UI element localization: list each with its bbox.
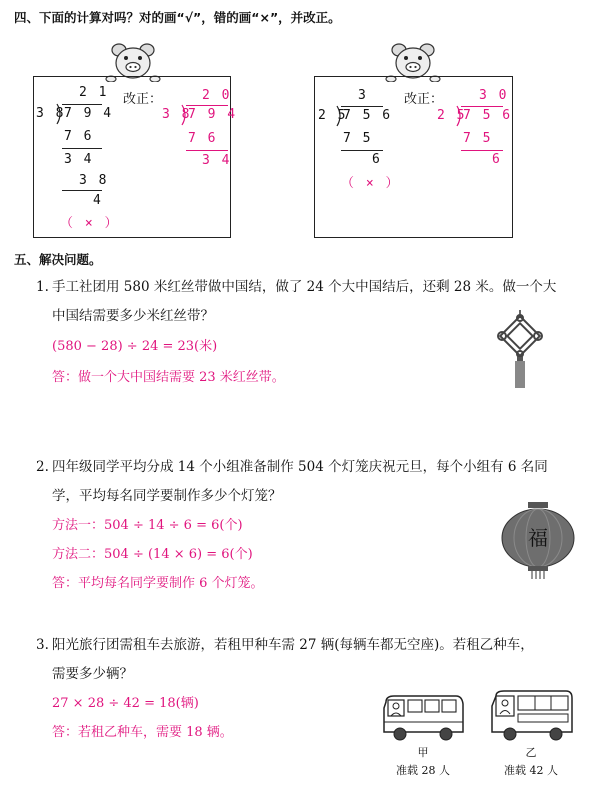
problem-3-answer-1: 27 × 28 ÷ 42 = 18(辆) <box>52 696 199 711</box>
right-correct-remainder: 6 <box>492 152 502 167</box>
bus-b-name: 乙 <box>525 746 537 759</box>
bus-b-capacity: 准载 42 人 <box>504 764 558 777</box>
problem-3-line-1: 阳光旅行团需租车去旅游，若租甲种车需 27 辆(每辆车都无空座)。若租乙种车， <box>52 637 534 653</box>
right-product-1: 7 5 <box>343 131 373 146</box>
left-quotient: 2 1 <box>79 85 109 100</box>
problem-1-line-2: 中国结需要多少米红丝带？ <box>52 308 214 324</box>
right-correction-label: 改正： <box>404 92 444 107</box>
right-divisor: 2 5 <box>318 108 348 123</box>
problem-1-line-1: 手工社团用 580 米红丝带做中国结，做了 24 个大中国结后，还剩 28 米。做一个大 <box>52 279 557 295</box>
problem-3-answer-2: 答：若租乙种车，需要 18 辆。 <box>52 725 233 740</box>
problem-1-answer-2: 答：做一个大中国结需要 23 米红丝带。 <box>52 370 285 385</box>
left-correct-product: 7 6 <box>188 131 218 146</box>
problem-2-answer-3: 答：平均每名同学要制作 6 个灯笼。 <box>52 576 264 591</box>
right-quotient: 3 <box>358 88 368 103</box>
problem-2-number: 2. <box>36 459 49 475</box>
subtract-line <box>186 150 228 151</box>
left-correct-quotient: 2 0 <box>202 88 232 103</box>
lantern-icon <box>498 500 578 580</box>
division-bar <box>186 105 228 106</box>
left-remainder-1: 3 4 <box>64 152 94 167</box>
problem-2-line-2: 学，平均每名同学要制作多少个灯笼？ <box>52 488 282 504</box>
left-correct-divisor: 3 8 <box>162 107 192 122</box>
division-bar <box>341 106 383 107</box>
lantern-character: 福 <box>528 526 548 550</box>
right-remainder: 6 <box>372 152 382 167</box>
division-bar <box>461 106 503 107</box>
left-remainder: 4 <box>93 193 103 208</box>
bus-a-name: 甲 <box>417 746 429 759</box>
problem-1-answer-1: (580 − 28) ÷ 24 = 23(米) <box>52 339 218 354</box>
right-correct-product: 7 5 <box>463 131 493 146</box>
section-4-title: 四、下面的计算对吗？对的画“√”，错的画“×”，并改正。 <box>14 10 341 25</box>
left-product-2: 3 8 <box>79 173 109 188</box>
right-judgement-mark: （ × ） <box>341 176 401 191</box>
problem-3-number: 3. <box>36 637 49 653</box>
subtract-line <box>461 150 503 151</box>
left-correct-dividend: 7 9 4 <box>188 107 238 122</box>
left-product-1: 7 6 <box>64 129 94 144</box>
right-dividend: 7 5 6 <box>343 108 393 123</box>
subtract-line <box>62 190 102 191</box>
left-divisor: 3 8 <box>36 106 66 121</box>
problem-2-line-1: 四年级同学平均分成 14 个小组准备制作 504 个灯笼庆祝元旦，每个小组有 6 名同 <box>52 459 548 475</box>
division-bracket-icon <box>56 103 64 125</box>
right-correct-dividend: 7 5 6 <box>463 108 513 123</box>
bus-a-capacity: 准载 28 人 <box>396 764 450 777</box>
problem-1-number: 1. <box>36 279 49 295</box>
right-correct-divisor: 2 5 <box>437 108 467 123</box>
bus-b-icon <box>488 690 574 742</box>
subtract-line <box>62 148 102 149</box>
chinese-knot-icon <box>492 310 548 390</box>
section-5-title: 五、解决问题。 <box>14 252 102 267</box>
left-correction-label: 改正： <box>123 92 163 107</box>
problem-2-answer-1: 方法一：504 ÷ 14 ÷ 6 = 6(个) <box>52 518 243 533</box>
left-correct-remainder: 3 4 <box>202 153 232 168</box>
division-bar <box>62 104 102 105</box>
problem-2-answer-2: 方法二：504 ÷ (14 × 6) = 6(个) <box>52 547 253 562</box>
problem-3-line-2: 需要多少辆？ <box>52 666 133 682</box>
right-correct-quotient: 3 0 <box>479 88 509 103</box>
subtract-line <box>341 150 383 151</box>
bus-a-icon <box>380 694 466 742</box>
left-dividend: 7 9 4 <box>64 106 114 121</box>
left-judgement-mark: （ × ） <box>60 216 120 231</box>
